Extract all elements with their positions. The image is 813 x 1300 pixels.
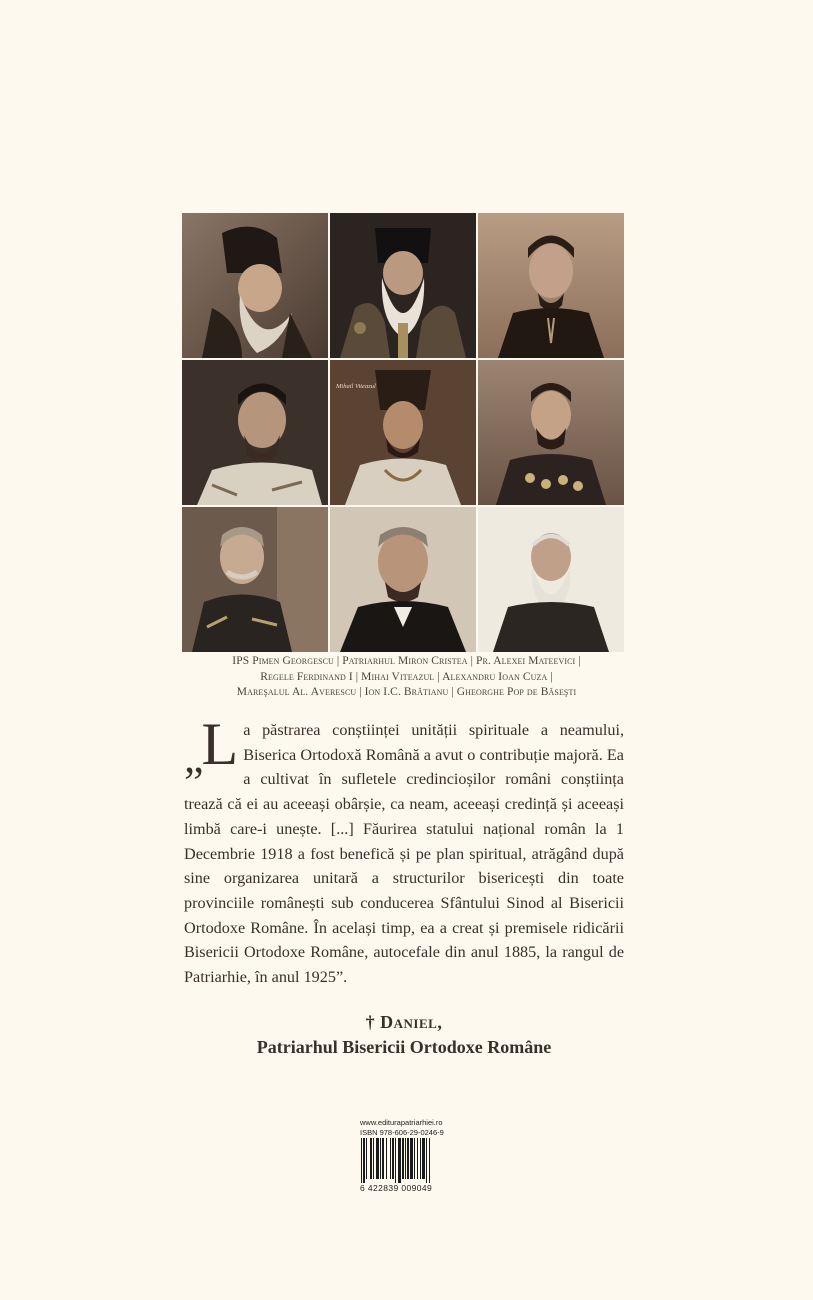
portrait-regele-ferdinand (182, 360, 328, 505)
portrait-alexei-mateevici (478, 213, 624, 358)
caption-line-2: Regele Ferdinand I | Mihai Viteazul | Alexandru Ioan Cuza | (260, 670, 553, 683)
painting-inscription: Mihail Viteazul (336, 383, 376, 390)
quote-block (184, 711, 624, 990)
portrait-pimen-georgescu (182, 213, 328, 358)
barcode-block (360, 1118, 455, 1193)
publisher-website: www.editurapatriarhiei.ro (360, 1118, 443, 1127)
portrait-grid (182, 213, 624, 653)
barcode-digits: 6 422839 009049 (360, 1183, 433, 1193)
portrait-alexandru-ioan-cuza (478, 360, 624, 505)
caption-line-3: Mareşalul Al. Averescu | Ion I.C. Brătianu | Gheorghe Pop de Băseşti (236, 686, 577, 698)
isbn-text: ISBN 978-606-29-0246-9 (360, 1128, 444, 1137)
portrait-miron-cristea (330, 213, 476, 358)
caption-line-1: IPS Pimen Georgescu | Patriarhul Miron Cristea | Pr. Alexei Mateevici | (232, 655, 581, 667)
signature-title: Patriarhul Bisericii Ortodoxe Române (256, 1037, 552, 1057)
portrait-caption (100, 654, 713, 701)
quote-text: a păstrarea conștiinței unității spirituale a neamului, Biserica Ortodoxă Română a avut o contribuție majoră. Ea a cultivat în sufletele credincioșilor români conștiința trează că ei au aceeași obârșie, ca neam, aceeași credință și aceeași limbă care-i unește. [...] Făurirea statului național român la 1 Decembrie 1918 a fost benefică și pe plan spiritual, atrăgând după sine organizarea unitară a structurilor bisericești din toate provinciile românești sub conducerea Sfântului Sinod al Bisericii Ortodoxe Române. În același timp, ea a creat și premisele ridicării Bisericii Ortodoxe Române, autocefale din anul 1885, la rangul de Patriarhie, în anul 1925”. (184, 721, 624, 987)
portrait-mihai-viteazul (330, 360, 476, 505)
portrait-averescu (182, 507, 328, 652)
signature-name: † Daniel, (365, 1012, 443, 1032)
quote-drop-cap (184, 711, 239, 782)
signature (184, 1010, 624, 1060)
drop-cap-letter: L (201, 711, 239, 777)
opening-quote-mark: „ (184, 733, 202, 782)
barcode-bars-icon (360, 1138, 455, 1183)
portrait-gheorghe-pop-de-basesti (478, 507, 624, 652)
portrait-ion-bratianu (330, 507, 476, 652)
